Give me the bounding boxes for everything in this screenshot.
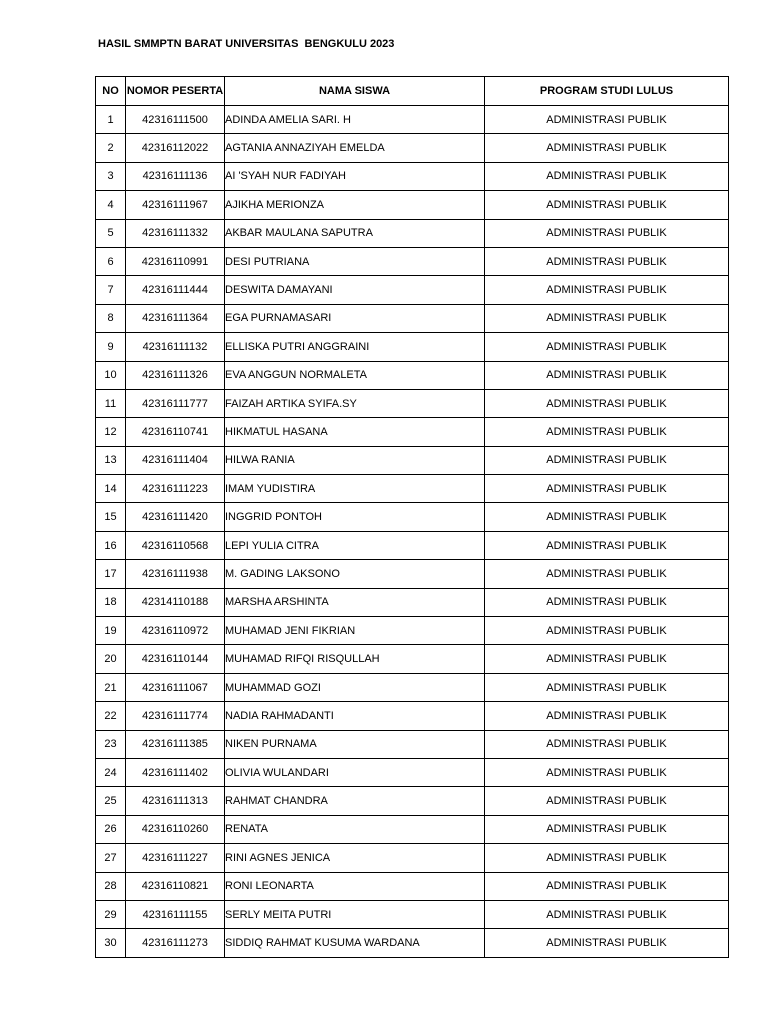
cell-nama-siswa: RENATA <box>225 815 485 843</box>
cell-nama-siswa: INGGRID PONTOH <box>225 503 485 531</box>
cell-nama-siswa: RINI AGNES JENICA <box>225 844 485 872</box>
cell-no: 6 <box>96 247 126 275</box>
cell-program-studi: ADMINISTRASI PUBLIK <box>485 844 729 872</box>
table-row <box>96 787 729 815</box>
cell-program-studi: ADMINISTRASI PUBLIK <box>485 191 729 219</box>
cell-program-studi: ADMINISTRASI PUBLIK <box>485 475 729 503</box>
table-row <box>96 418 729 446</box>
table-row <box>96 475 729 503</box>
cell-no: 8 <box>96 304 126 332</box>
cell-no: 5 <box>96 219 126 247</box>
cell-nomor-peserta: 42316110821 <box>126 872 225 900</box>
table-header-row <box>96 77 729 106</box>
cell-nomor-peserta: 42316111364 <box>126 304 225 332</box>
cell-nomor-peserta: 42316110260 <box>126 815 225 843</box>
cell-program-studi: ADMINISTRASI PUBLIK <box>485 531 729 559</box>
cell-nama-siswa: MARSHA ARSHINTA <box>225 588 485 616</box>
cell-nomor-peserta: 42316111938 <box>126 560 225 588</box>
cell-nomor-peserta: 42316111404 <box>126 446 225 474</box>
cell-no: 15 <box>96 503 126 531</box>
cell-no: 22 <box>96 702 126 730</box>
cell-program-studi: ADMINISTRASI PUBLIK <box>485 219 729 247</box>
column-header-program-studi: PROGRAM STUDI LULUS <box>485 77 729 106</box>
cell-nomor-peserta: 42316111273 <box>126 929 225 957</box>
cell-nama-siswa: ELLISKA PUTRI ANGGRAINI <box>225 333 485 361</box>
cell-nama-siswa: RAHMAT CHANDRA <box>225 787 485 815</box>
table-row <box>96 162 729 190</box>
table-row <box>96 247 729 275</box>
cell-nomor-peserta: 42314110188 <box>126 588 225 616</box>
cell-nama-siswa: M. GADING LAKSONO <box>225 560 485 588</box>
cell-program-studi: ADMINISTRASI PUBLIK <box>485 134 729 162</box>
cell-nama-siswa: OLIVIA WULANDARI <box>225 758 485 786</box>
cell-nama-siswa: MUHAMMAD GOZI <box>225 673 485 701</box>
cell-nama-siswa: MUHAMAD RIFQI RISQULLAH <box>225 645 485 673</box>
cell-nama-siswa: AGTANIA ANNAZIYAH EMELDA <box>225 134 485 162</box>
cell-no: 27 <box>96 844 126 872</box>
cell-program-studi: ADMINISTRASI PUBLIK <box>485 162 729 190</box>
table-row <box>96 730 729 758</box>
table-row <box>96 276 729 304</box>
cell-nomor-peserta: 42316111500 <box>126 106 225 134</box>
table-row <box>96 134 729 162</box>
cell-nomor-peserta: 42316111444 <box>126 276 225 304</box>
table-row <box>96 333 729 361</box>
cell-no: 1 <box>96 106 126 134</box>
cell-no: 20 <box>96 645 126 673</box>
cell-nama-siswa: RONI LEONARTA <box>225 872 485 900</box>
cell-nama-siswa: HIKMATUL HASANA <box>225 418 485 446</box>
table-row <box>96 872 729 900</box>
table-row <box>96 929 729 957</box>
cell-program-studi: ADMINISTRASI PUBLIK <box>485 929 729 957</box>
cell-nomor-peserta: 42316111402 <box>126 758 225 786</box>
cell-program-studi: ADMINISTRASI PUBLIK <box>485 446 729 474</box>
cell-program-studi: ADMINISTRASI PUBLIK <box>485 247 729 275</box>
cell-no: 30 <box>96 929 126 957</box>
cell-nama-siswa: AI 'SYAH NUR FADIYAH <box>225 162 485 190</box>
table-row <box>96 106 729 134</box>
cell-program-studi: ADMINISTRASI PUBLIK <box>485 617 729 645</box>
cell-nama-siswa: FAIZAH ARTIKA SYIFA.SY <box>225 389 485 417</box>
cell-nama-siswa: DESI PUTRIANA <box>225 247 485 275</box>
cell-nama-siswa: EVA ANGGUN NORMALETA <box>225 361 485 389</box>
table-row <box>96 702 729 730</box>
cell-no: 18 <box>96 588 126 616</box>
cell-no: 17 <box>96 560 126 588</box>
results-table <box>95 76 729 958</box>
cell-nama-siswa: HILWA RANIA <box>225 446 485 474</box>
cell-nama-siswa: AKBAR MAULANA SAPUTRA <box>225 219 485 247</box>
cell-program-studi: ADMINISTRASI PUBLIK <box>485 389 729 417</box>
table-row <box>96 361 729 389</box>
cell-no: 21 <box>96 673 126 701</box>
cell-program-studi: ADMINISTRASI PUBLIK <box>485 702 729 730</box>
table-row <box>96 815 729 843</box>
cell-nomor-peserta: 42316111385 <box>126 730 225 758</box>
cell-nama-siswa: NIKEN PURNAMA <box>225 730 485 758</box>
table-row <box>96 617 729 645</box>
cell-nomor-peserta: 42316111420 <box>126 503 225 531</box>
cell-no: 12 <box>96 418 126 446</box>
cell-nomor-peserta: 42316111136 <box>126 162 225 190</box>
cell-nomor-peserta: 42316111774 <box>126 702 225 730</box>
cell-nomor-peserta: 42316111132 <box>126 333 225 361</box>
cell-no: 7 <box>96 276 126 304</box>
cell-no: 10 <box>96 361 126 389</box>
cell-no: 4 <box>96 191 126 219</box>
cell-nomor-peserta: 42316110741 <box>126 418 225 446</box>
table-row <box>96 673 729 701</box>
cell-program-studi: ADMINISTRASI PUBLIK <box>485 872 729 900</box>
table-row <box>96 191 729 219</box>
cell-no: 28 <box>96 872 126 900</box>
cell-nama-siswa: EGA PURNAMASARI <box>225 304 485 332</box>
cell-nomor-peserta: 42316111223 <box>126 475 225 503</box>
cell-program-studi: ADMINISTRASI PUBLIK <box>485 787 729 815</box>
cell-nomor-peserta: 42316110972 <box>126 617 225 645</box>
cell-nama-siswa: MUHAMAD JENI FIKRIAN <box>225 617 485 645</box>
cell-no: 13 <box>96 446 126 474</box>
cell-nomor-peserta: 42316111332 <box>126 219 225 247</box>
cell-nama-siswa: IMAM YUDISTIRA <box>225 475 485 503</box>
table-row <box>96 531 729 559</box>
cell-nama-siswa: ADINDA AMELIA SARI. H <box>225 106 485 134</box>
table-row <box>96 389 729 417</box>
cell-program-studi: ADMINISTRASI PUBLIK <box>485 560 729 588</box>
cell-no: 11 <box>96 389 126 417</box>
cell-no: 26 <box>96 815 126 843</box>
cell-no: 16 <box>96 531 126 559</box>
cell-no: 29 <box>96 900 126 928</box>
results-table-body <box>96 106 729 958</box>
table-row <box>96 304 729 332</box>
cell-nama-siswa: AJIKHA MERIONZA <box>225 191 485 219</box>
cell-nomor-peserta: 42316111777 <box>126 389 225 417</box>
cell-nama-siswa: DESWITA DAMAYANI <box>225 276 485 304</box>
cell-nomor-peserta: 42316111227 <box>126 844 225 872</box>
cell-nomor-peserta: 42316111067 <box>126 673 225 701</box>
cell-program-studi: ADMINISTRASI PUBLIK <box>485 900 729 928</box>
cell-nomor-peserta: 42316111313 <box>126 787 225 815</box>
table-row <box>96 588 729 616</box>
cell-no: 2 <box>96 134 126 162</box>
cell-program-studi: ADMINISTRASI PUBLIK <box>485 815 729 843</box>
cell-program-studi: ADMINISTRASI PUBLIK <box>485 304 729 332</box>
table-row <box>96 503 729 531</box>
table-row <box>96 844 729 872</box>
cell-nomor-peserta: 42316112022 <box>126 134 225 162</box>
cell-program-studi: ADMINISTRASI PUBLIK <box>485 730 729 758</box>
table-row <box>96 446 729 474</box>
table-row <box>96 758 729 786</box>
cell-program-studi: ADMINISTRASI PUBLIK <box>485 418 729 446</box>
column-header-nomor-peserta: NOMOR PESERTA <box>126 77 225 106</box>
table-row <box>96 560 729 588</box>
cell-program-studi: ADMINISTRASI PUBLIK <box>485 276 729 304</box>
cell-no: 14 <box>96 475 126 503</box>
cell-no: 9 <box>96 333 126 361</box>
cell-nomor-peserta: 42316111967 <box>126 191 225 219</box>
cell-nomor-peserta: 42316110568 <box>126 531 225 559</box>
cell-no: 23 <box>96 730 126 758</box>
cell-no: 24 <box>96 758 126 786</box>
cell-nomor-peserta: 42316111326 <box>126 361 225 389</box>
cell-no: 19 <box>96 617 126 645</box>
cell-program-studi: ADMINISTRASI PUBLIK <box>485 333 729 361</box>
cell-program-studi: ADMINISTRASI PUBLIK <box>485 106 729 134</box>
cell-program-studi: ADMINISTRASI PUBLIK <box>485 588 729 616</box>
column-header-nama-siswa: NAMA SISWA <box>225 77 485 106</box>
cell-program-studi: ADMINISTRASI PUBLIK <box>485 673 729 701</box>
cell-program-studi: ADMINISTRASI PUBLIK <box>485 758 729 786</box>
table-row <box>96 219 729 247</box>
table-row <box>96 900 729 928</box>
cell-nama-siswa: SERLY MEITA PUTRI <box>225 900 485 928</box>
cell-nama-siswa: NADIA RAHMADANTI <box>225 702 485 730</box>
cell-program-studi: ADMINISTRASI PUBLIK <box>485 645 729 673</box>
cell-program-studi: ADMINISTRASI PUBLIK <box>485 503 729 531</box>
cell-nomor-peserta: 42316110144 <box>126 645 225 673</box>
table-row <box>96 645 729 673</box>
cell-nomor-peserta: 42316110991 <box>126 247 225 275</box>
document-title: HASIL SMMPTN BARAT UNIVERSITAS BENGKULU 2023 <box>98 38 395 50</box>
cell-no: 25 <box>96 787 126 815</box>
column-header-no: NO <box>96 77 126 106</box>
cell-nama-siswa: LEPI YULIA CITRA <box>225 531 485 559</box>
cell-no: 3 <box>96 162 126 190</box>
cell-nama-siswa: SIDDIQ RAHMAT KUSUMA WARDANA <box>225 929 485 957</box>
cell-nomor-peserta: 42316111155 <box>126 900 225 928</box>
cell-program-studi: ADMINISTRASI PUBLIK <box>485 361 729 389</box>
